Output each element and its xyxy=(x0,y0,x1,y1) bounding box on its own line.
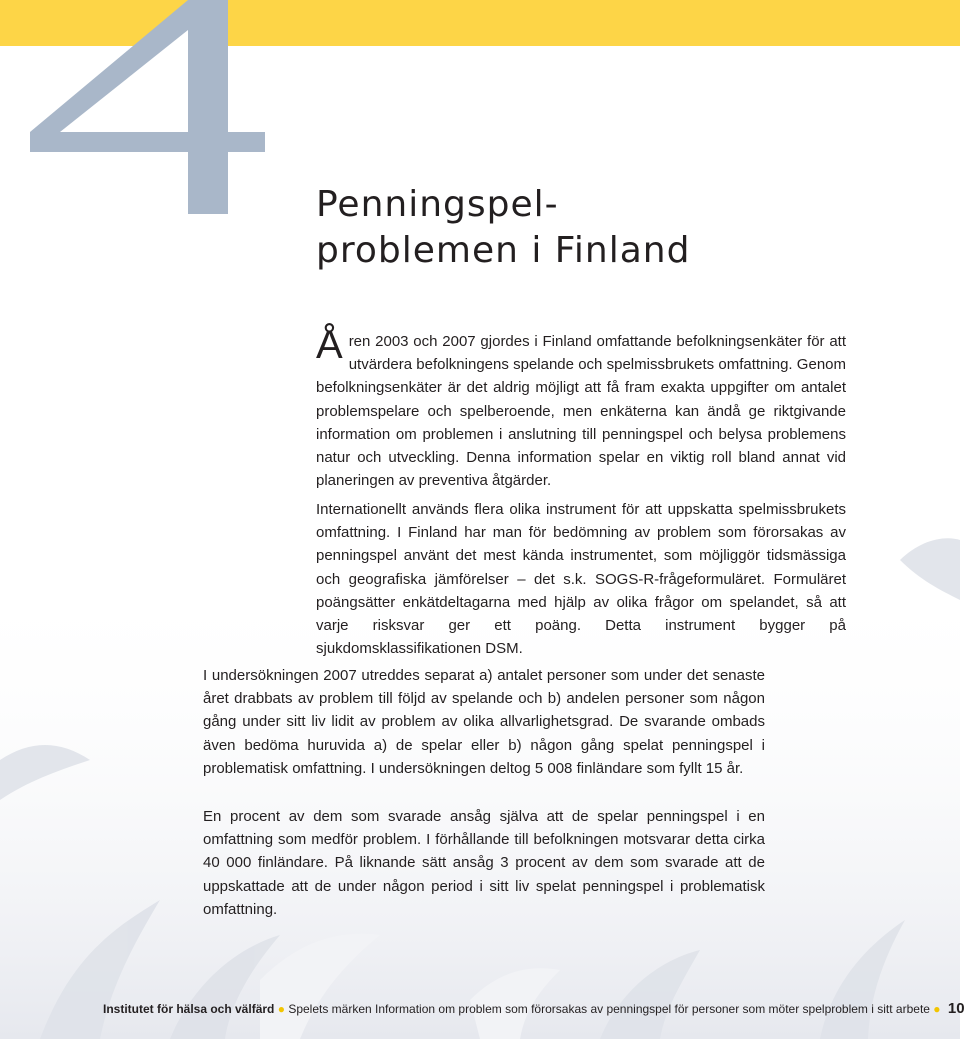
survey-2007-paragraph: I undersökningen 2007 utreddes separat a) antalet personer som under det senaste året drabbats av problem till följd av spelande och b) andelen personer som någon gång under sitt liv lidit av problem av olika allvarlighetsgrad. De svarande ombads även bedöma huruvida a) de spelar eller b) någon gång spelat penningspel i problematisk omfattning. I undersökningen deltog 5 008 finländare som fyllt 15 år. xyxy=(203,667,765,777)
results-paragraph: En procent av dem som svarade ansåg själva att de spelar penningspel i en omfattning som medför problem. I förhållande till befolkningen motsvarar detta cirka 40 000 finländare. På liknande sätt ansåg 3 procent av dem som svarade att de uppskattade att de under någon period i sitt liv spelat penningspel i problematisk omfattning. xyxy=(203,808,765,918)
intro-paragraph xyxy=(316,323,846,492)
title-line-2: problemen i Finland xyxy=(316,230,691,271)
intro-paragraph-text: ren 2003 och 2007 gjordes i Finland omfattande befolkningsenkäter för att utvärdera befolkningens spelande och spelmissbrukets omfattning. Genom befolkningsenkäter är det aldrig möjligt att få fram exakta uppgifter om antalet problemspelare och spelberoende, men enkäterna kan ändå ge riktgivande information om problemen i anslutning till penningspel och belysa problemens natur och utveckling. Denna information spelar en viktig roll bland annat vid planeringen av preventiva åtgärder. xyxy=(316,333,846,490)
page-number: 10 xyxy=(947,1000,965,1017)
footer-bullet-icon: ● xyxy=(277,1002,285,1016)
footer-subtitle: Information om problem som förorsakas av penningspel för personer som möter spelproblem i sitt arbete xyxy=(375,1002,930,1016)
footer-organization: Institutet för hälsa och välfärd xyxy=(103,1002,275,1016)
title-line-1: Penningspel- xyxy=(316,184,559,225)
footer-series: Spelets märken xyxy=(288,1002,372,1016)
page-footer xyxy=(103,1000,965,1018)
footer-bullet-icon: ● xyxy=(933,1002,941,1016)
instruments-paragraph: Internationellt används flera olika instrument för att uppskatta spelmissbrukets omfattning. I Finland har man för bedömning av problem som förorsakas av penningspel använt det mest kända instrumentet, som möjliggör tidsmässiga och geografiska jämförelser – det s.k. SOGS-R-frågeformuläret. Formuläret poängsätter enkätdeltagarna med hjälp av olika frågor om spelandet, så att varje risksvar ger ett poäng. Detta instrument bygger på sjukdomsklassifikationen DSM. xyxy=(316,501,846,658)
chapter-number-4 xyxy=(20,0,280,222)
chapter-title xyxy=(316,182,690,274)
drop-cap: Å xyxy=(316,323,343,367)
